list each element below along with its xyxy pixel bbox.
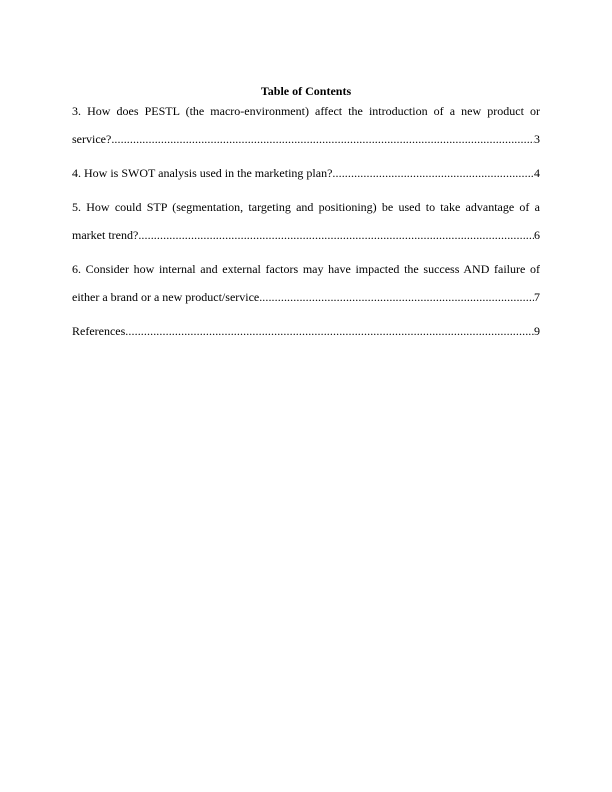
toc-entry-text: 5. How could STP (segmentation, targeting and positioning) be used to take advantage of a — [72, 200, 540, 214]
toc-page-number: 9 — [534, 324, 540, 338]
toc-entry-text-continued: either a brand or a new product/service. — [72, 290, 263, 304]
toc-entry-text: 6. Consider how internal and external factors may have impacted the success AND failure of — [72, 262, 540, 276]
toc-entry-stp[interactable] — [72, 193, 540, 249]
toc-entry-line — [72, 221, 540, 249]
toc-entry-swot[interactable] — [72, 159, 540, 187]
toc-title: Table of Contents — [260, 84, 352, 98]
toc-entry-text: References — [72, 324, 126, 338]
dot-leader — [332, 159, 534, 187]
dot-leader — [111, 125, 534, 153]
dot-leader — [125, 317, 534, 345]
toc-entry-text-continued: market trend? — [72, 228, 139, 242]
toc-entry-line — [72, 125, 540, 153]
toc-entry-line — [72, 159, 540, 187]
toc-page-number: 7 — [534, 290, 540, 304]
toc-entry-text-continued: service? — [72, 132, 112, 146]
toc-page-number: 3 — [534, 132, 540, 146]
toc-page-number: 4 — [534, 166, 540, 180]
toc-entry-pestl[interactable] — [72, 97, 540, 153]
toc-entry-factors[interactable] — [72, 255, 540, 311]
toc-entry-references[interactable] — [72, 317, 540, 345]
toc-entry-text: 3. How does PESTL (the macro-environment) affect the introduction of a new product or — [72, 104, 540, 118]
toc-page-number: 6 — [534, 228, 540, 242]
dot-leader — [262, 283, 534, 311]
dot-leader — [138, 221, 534, 249]
toc-entry-text: 4. How is SWOT analysis used in the marketing plan? — [72, 166, 333, 180]
toc-entry-line — [72, 283, 540, 311]
table-of-contents — [72, 97, 540, 351]
toc-entry-line — [72, 317, 540, 345]
